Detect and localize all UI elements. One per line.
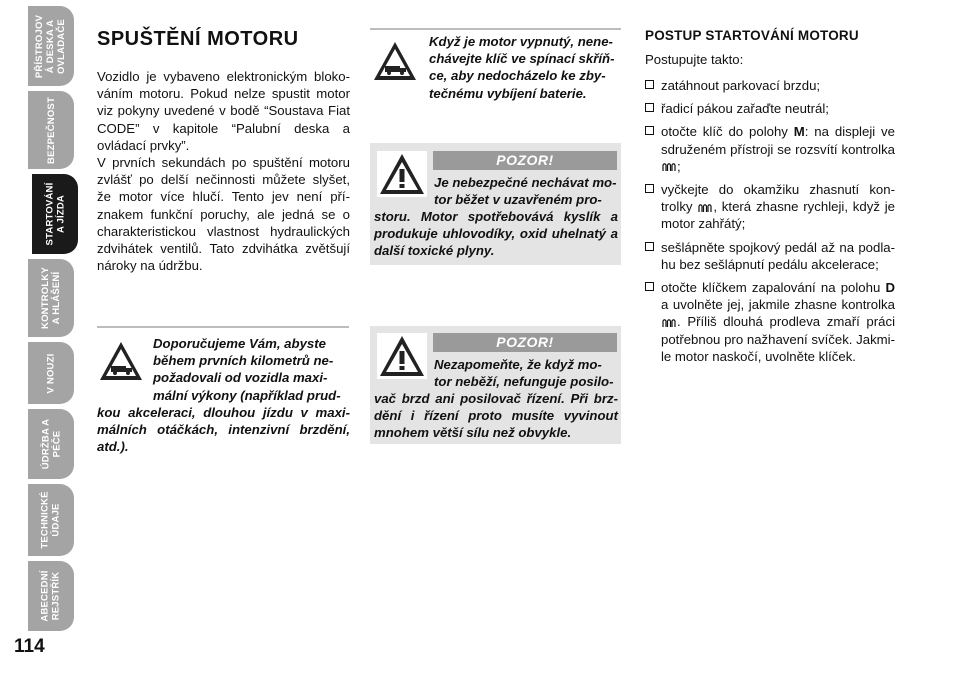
section-title: SPUŠTĚNÍ MOTORU — [97, 28, 299, 50]
warning-line: tor běžet v uzavřeném pro- — [434, 192, 602, 208]
warning-text: vač brzd ani posilovač řízení. Při brzdění i řízení proto musíte vyvinout mnohem větší sílu než obvykle. — [374, 391, 618, 441]
checkbox-bullet-icon — [645, 242, 654, 251]
key-position: M — [793, 124, 805, 140]
step-text: řadicí pákou zařaďte neutrál; — [661, 101, 829, 117]
tab-label: A JÍZDA — [55, 195, 66, 233]
warning-line: tor neběží, nefunguje posilo- — [434, 374, 614, 390]
exclamation-warning-icon — [377, 151, 427, 197]
warning-text — [434, 356, 618, 390]
exclamation-warning-icon — [377, 333, 427, 379]
tab-label: ÚDRŽBA A — [40, 418, 52, 470]
warning-text — [434, 174, 618, 208]
tab-label: REJSTŘÍK — [51, 571, 62, 621]
page-number: 114 — [14, 636, 45, 657]
tab-technicke-udaje[interactable] — [28, 484, 74, 556]
note-text — [153, 335, 350, 404]
warning-line: Je nebezpečné nechávat mo- — [434, 175, 617, 190]
vehicle-caution-icon — [98, 340, 144, 382]
note-line: tečnému vybíjení baterie. — [429, 85, 587, 101]
tab-kontrolky-a-hlaseni[interactable] — [28, 259, 74, 337]
checkbox-bullet-icon — [645, 282, 654, 291]
tab-startovani-a-jizda[interactable] — [32, 174, 78, 254]
step-text: a uvolněte jej, jakmile zhasne kontrolka — [661, 297, 895, 313]
section-title: POSTUP STARTOVÁNÍ MOTORU — [645, 28, 859, 43]
list-item — [645, 181, 895, 233]
tab-label: PŘÍSTROJOV — [34, 14, 46, 78]
tab-v-nouzi[interactable] — [28, 342, 74, 404]
tab-abecedni-rejstrik[interactable] — [28, 561, 74, 631]
tab-label: A HLÁŠENÍ — [51, 271, 62, 325]
note-line: Doporučujeme Vám, abyste — [153, 336, 326, 351]
warning-label: POZOR! — [433, 151, 617, 170]
tab-pristrojova-deska[interactable] — [28, 6, 74, 86]
list-item — [645, 239, 895, 273]
note-text — [429, 33, 621, 102]
tab-label: ÚDAJE — [51, 503, 62, 537]
tab-label: STARTOVÁNÍ — [44, 182, 55, 246]
list-item — [645, 100, 895, 117]
paragraph: V prvních sekundách po spuštění motoru zvlášť po delší nečinnosti můžete slyšet, že motor více hlučí. Tento jev není příznakem funkční poruchy, ale jedná se o charakteristickou vlastnost hydraulických zdvihátek ventilů. Tato zdvihátka zvětšují nároky na údržbu. — [97, 155, 350, 274]
note-line: během prvních kilometrů ne- — [153, 353, 334, 369]
step-text: zatáhnout parkovací brzdu; — [661, 78, 821, 93]
warning-label: POZOR! — [433, 333, 617, 352]
tab-label: ABECEDNÍ — [40, 570, 51, 622]
step-text: . Příliš dlouhá prodleva zmaří práci potřebnou pro nažhavení svíček. Jakmile motor naskočí, uvolněte klíček. — [661, 314, 895, 364]
glow-plug-icon — [661, 162, 677, 172]
step-text: : na displeji ve sdruženém přístroji se rozsvítí kontrolka — [661, 124, 895, 157]
step-text: vyčkejte do okamžiku zhasnutí kontrolky — [661, 182, 895, 215]
list-item — [645, 77, 895, 94]
paragraph: Vozidlo je vybaveno elektronickým blokováním motoru. Pokud nelze spustit motor viz pokyny uvedené v bodě “Soustava Fiat CODE” v kapitole “Palubní deska a ovládací prvky”. — [97, 69, 350, 153]
tab-udrzba-a-pece[interactable] — [28, 409, 74, 479]
note-line: požadovali od vozidla maxi- — [153, 370, 328, 386]
step-text: , která zhasne rychleji, když je motor zahřátý; — [661, 199, 895, 232]
divider — [370, 28, 621, 30]
procedure-list — [645, 77, 895, 371]
tab-label: KONTROLKY — [40, 267, 51, 329]
checkbox-bullet-icon — [645, 103, 654, 112]
note-line: Když je motor vypnutý, nene- — [429, 34, 613, 49]
tab-bezpecnost[interactable] — [28, 91, 74, 169]
step-text: otočte klíč do polohy — [661, 124, 794, 140]
list-item — [645, 279, 895, 365]
tab-label: TECHNICKÉ — [40, 491, 51, 549]
checkbox-bullet-icon — [645, 184, 654, 193]
step-text: otočte klíčkem zapalování na polohu — [661, 280, 886, 296]
tab-label: BEZPEČNOST — [45, 96, 57, 164]
note-line: chávejte klíč ve spínací skříň- — [429, 51, 615, 67]
tab-label: Á DESKA A — [45, 19, 57, 73]
step-text: ; — [677, 158, 681, 174]
warning-line: Nezapomeňte, že když mo- — [434, 357, 602, 372]
intro-text: Postupujte takto: — [645, 52, 744, 67]
checkbox-bullet-icon — [645, 126, 654, 135]
note-text: kou akceleraci, dlouhou jízdu v maximálních otáčkách, intenzivní brzdění, atd.). — [97, 405, 350, 455]
checkbox-bullet-icon — [645, 80, 654, 89]
note-line: mální výkony (například prud- — [153, 387, 341, 403]
list-item — [645, 123, 895, 175]
vehicle-caution-icon — [372, 40, 418, 82]
key-position: D — [885, 280, 895, 296]
tab-label: OVLADAČE — [56, 18, 68, 74]
tab-label: PÉČE — [51, 430, 63, 458]
glow-plug-icon — [661, 318, 677, 328]
step-text: sešlápněte spojkový pedál až na podlahu bez sešlápnutí pedálu akcelerace; — [661, 239, 895, 272]
warning-text: storu. Motor spotřebovává kyslík a produkuje uhlovodíky, oxid uhelnatý a další toxické plyny. — [374, 209, 618, 259]
glow-plug-icon — [697, 203, 713, 213]
note-line: ce, aby nedocházelo ke zby- — [429, 68, 606, 84]
divider — [97, 326, 349, 328]
chapter-tabs — [0, 0, 78, 677]
tab-label: V NOUZI — [45, 353, 57, 393]
